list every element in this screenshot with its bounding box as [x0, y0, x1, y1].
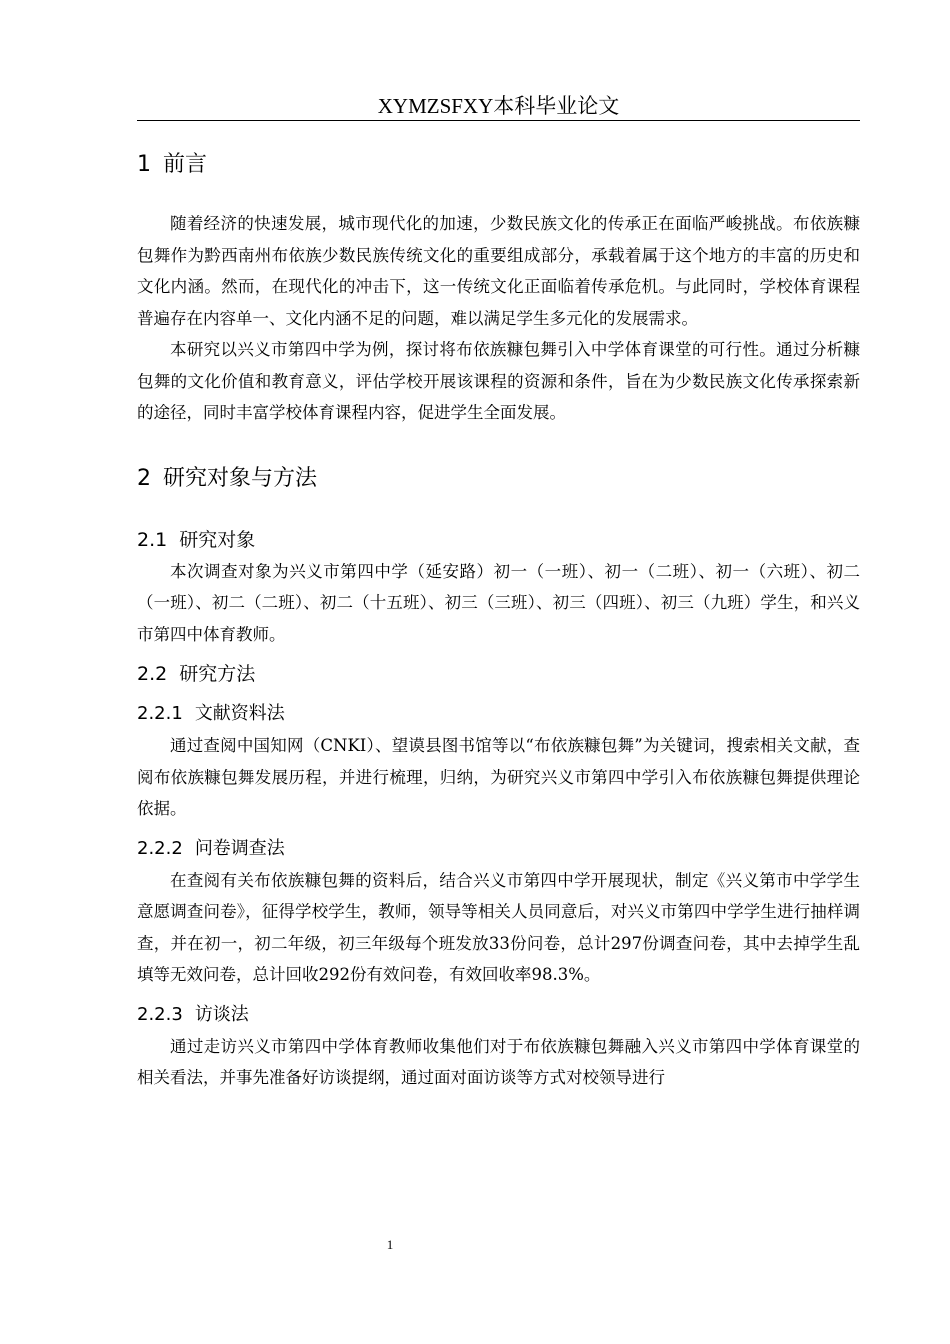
section-title: 问卷调查法 — [194, 837, 285, 859]
running-header: XYMZSFXY本科毕业论文 — [377, 94, 620, 118]
section-number: 2 — [137, 465, 151, 491]
section-number: 2.2.3 — [137, 1003, 183, 1025]
subsubsection-heading-2-2-2 — [137, 833, 860, 865]
section-title: 前言 — [163, 152, 208, 177]
section-title: 文献资料法 — [194, 703, 285, 724]
subsection-heading-2-1 — [137, 524, 860, 556]
page-number: 1 — [386, 1237, 394, 1252]
section-heading-2 — [137, 460, 860, 498]
header-rule — [137, 120, 860, 121]
subsection-heading-2-2 — [137, 658, 860, 690]
paragraph: 本次调查对象为兴义市第四中学（延安路）初一（一班）、初一（二班）、初一（六班）、初二（一班）、初二（二班）、初二（十五班）、初三（三班）、初三（四班）、初三（九班）学生，和兴义市第四中体育教师。 — [137, 561, 860, 644]
paragraph: 随着经济的快速发展，城市现代化的加速，少数民族文化的传承正在面临严峻挑战。布依族糠包舞作为黔西南州布依族少数民族传统文化的重要组成部分，承载着属于这个地方的丰富的历史和文化内涵。然而，在现代化的冲击下，这一传统文化正面临着传承危机。与此同时，学校体育课程普遍存在内容单一、文化内涵不足的问题，难以满足学生多元化的发展需求。 — [137, 214, 860, 328]
paragraph: 本研究以兴义市第四中学为例，探讨将布依族糠包舞引入中学体育课堂的可行性。通过分析糠包舞的文化价值和教育意义，评估学校开展该课程的资源和条件，旨在为少数民族文化传承探索新的途径，同时丰富学校体育课程内容，促进学生全面发展。 — [137, 340, 860, 422]
section-title: 研究方法 — [179, 663, 256, 685]
subsubsection-heading-2-2-1 — [137, 698, 860, 730]
section-title: 研究对象与方法 — [163, 465, 318, 491]
paragraph: 通过查阅中国知网（CNKI）、望谟县图书馆等以“布依族糠包舞”为关键词，搜索相关文献，查阅布依族糠包舞发展历程，并进行梳理，归纳，为研究兴义市第四中学引入布依族糠包舞提供理论依据。 — [137, 736, 860, 818]
section-title: 访谈法 — [194, 1003, 249, 1025]
section-heading-1 — [137, 146, 860, 184]
section-number: 2.2 — [137, 663, 168, 685]
section-number: 2.2.2 — [137, 837, 183, 859]
section-title: 研究对象 — [179, 528, 256, 551]
section-number: 2.1 — [137, 528, 168, 551]
page-content — [137, 146, 860, 1094]
paragraph: 通过走访兴义市第四中学体育教师收集他们对于布依族糠包舞融入兴义市第四中学体育课堂的相关看法，并事先准备好访谈提纲，通过面对面访谈等方式对校领导进行 — [137, 1036, 860, 1087]
paragraph: 在查阅有关布依族糠包舞的资料后，结合兴义市第四中学开展现状，制定《兴义第市中学学生意愿调查问卷》，征得学校学生，教师，领导等相关人员同意后，对兴义市第四中学学生进行抽样调查，并在初一，初二年级，初三年级每个班发放33份问卷，总计297份调查问卷，其中去掉学生乱填等无效问卷，总计回收292份有效问卷，有效回收率98.3%。 — [137, 870, 860, 984]
section-number: 2.2.1 — [137, 703, 183, 724]
subsubsection-heading-2-2-3 — [137, 999, 860, 1031]
section-number: 1 — [137, 152, 151, 177]
